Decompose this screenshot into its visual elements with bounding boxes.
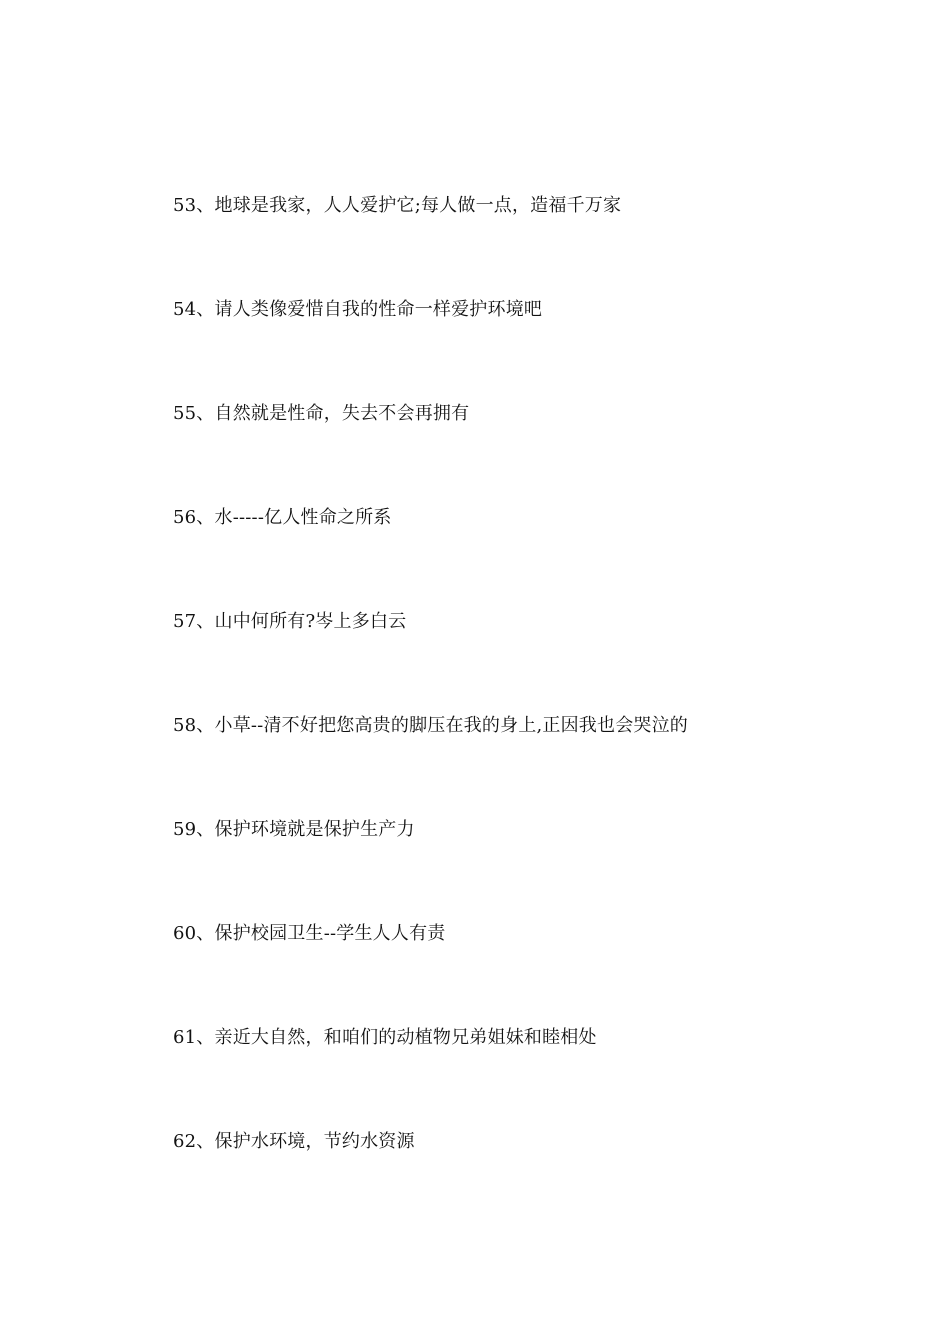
slogan-list: [173, 192, 873, 1232]
list-item: 62、保护水环境，节约水资源: [173, 1131, 415, 1152]
list-item: 56、水-----亿人性命之所系: [173, 507, 392, 528]
list-item: 55、自然就是性命，失去不会再拥有: [173, 403, 470, 424]
list-item: 61、亲近大自然，和咱们的动植物兄弟姐妹和睦相处: [173, 1027, 597, 1048]
list-item: 53、地球是我家，人人爱护它;每人做一点，造福千万家: [173, 195, 622, 216]
list-item: 54、请人类像爱惜自我的性命一样爱护环境吧: [173, 299, 543, 320]
list-item: 57、山中何所有?岑上多白云: [173, 611, 407, 632]
list-item: 59、保护环境就是保护生产力: [173, 819, 415, 840]
list-item: 60、保护校园卫生--学生人人有责: [173, 923, 446, 944]
list-item: 58、小草--清不好把您高贵的脚压在我的身上,正因我也会哭泣的: [173, 715, 688, 736]
